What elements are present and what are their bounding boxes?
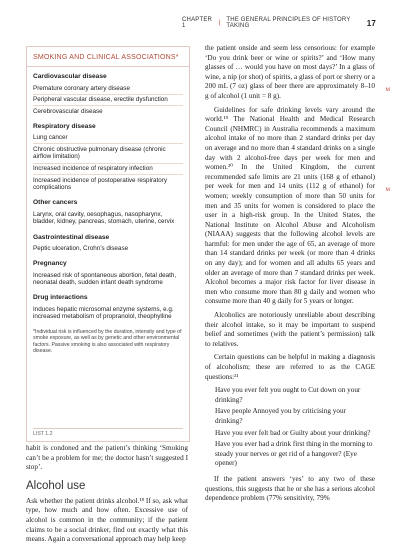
section-heading: Pregnancy — [33, 260, 67, 268]
list-item: Cerebrovascular disease — [33, 105, 183, 117]
left-column-text — [26, 444, 188, 549]
list-item: Chronic obstructive pulmonary disease (chronic airflow limitation) — [33, 143, 183, 162]
margin-marker: M — [385, 188, 390, 193]
cage-question: Have you ever felt you ought to Cut down on your drinking? — [215, 386, 361, 404]
box-section-gastrointestinal — [27, 234, 189, 255]
box-footnote: *Individual risk is influenced by the duration, intensity and type of smoke exposure, as well as by genetic and other environmental factors. Passive smoking is also associated with respiratory disease. — [33, 328, 182, 354]
list-item: Peptic ulceration, Crohn’s disease — [33, 245, 129, 253]
cage-question: Have you ever felt bad or Guilty about your drinking? — [215, 428, 371, 437]
continuation-paragraph: habit is condoned and the patient’s thinking ‘Smoking can’t be a problem for me; the doctor hasn’t suggested I stop’. — [26, 444, 188, 472]
list-item: Peripheral vascular disease, erectile dysfunction — [33, 94, 183, 106]
section-heading: Drug interactions — [33, 294, 88, 302]
list-item: Induces hepatic microsomal enzyme systems, e.g. increased metabolism of propranolol, theophylline — [33, 305, 174, 321]
list-item: Increased incidence of respiratory infection — [33, 163, 183, 175]
box-section-pregnancy — [27, 260, 189, 288]
chapter-title: THE GENERAL PRINCIPLES OF HISTORY TAKING — [226, 17, 351, 29]
body-paragraph: Ask whether the patient drinks alcohol.¹⁸ If so, ask what type, how much and how often. Excessive use of alcohol is common in the community; if the patient claims to be a social drinker, find out exactly what this means. Again a conversational approach may help keep — [26, 496, 188, 544]
list-item: Lung cancer — [33, 134, 68, 142]
body-paragraph: the patient onside and seem less censorious: for example ‘Do you drink beer or wine or spirits?’ and ‘How many glasses of … would you have on most days?’ In a glass of wine, a nip (or shot) of spirits, a glass of port or sherry or a 200 mL (7 oz) glass of beer there are approximately 8–10 g of alcohol (1 unit = 8 g). — [205, 44, 375, 100]
section-heading: Respiratory disease — [33, 122, 96, 130]
list-item: Increased risk of spontaneous abortion, fetal death, neonatal death, sudden infant death syndrome — [33, 271, 177, 287]
section-heading: Other cancers — [33, 199, 78, 207]
body-paragraph: Alcoholics are notoriously unreliable about describing their alcohol intake, so it may be important to suspend belief and sometimes (with the patient’s permission) talk to relatives. — [205, 311, 375, 348]
body-paragraph: Guidelines for safe drinking levels vary around the world.¹⁹ The National Health and Medical Research Council (NHMRC) in Australia recommends a maximum alcohol intake of no more than 2 standard drinks per day on average and no more than 4 standard drinks on a single day with 2 alcohol-free days per week for men and women.²⁰ In the United Kingdom, the current recommended safe limits are 21 units (168 g of ethanol) per week for men and 14 units (112 g of ethanol) for women; weekly consumption of more than 50 units for men and 35 units for women is considered to place the user in a high-risk group. In the United States, the National Institute on Alcohol Abuse and Alcoholism (NIAAA) suggests that the following alcohol levels are harmful: for men under the age of 65, an average of more than 14 standard drinks per week (or more than 4 drinks on any day); and for women and all adults 65 years and older an average of more than 7 standard drinks per week. Alcohol becomes a major risk factor for liver disease in men who consume more than 80 g daily and women who consume more than 40 g daily for 5 years or longer. — [205, 105, 375, 306]
box-section-cardiovascular — [27, 73, 189, 117]
right-column-text — [205, 44, 375, 508]
list-item: Increased incidence of postoperative respiratory complications — [33, 174, 183, 193]
cage-question: Have you ever had a drink first thing in the morning to steady your nerves or get rid of a hangover? (Eye opener) — [215, 440, 373, 468]
body-paragraph: If the patient answers ‘yes’ to any two of these questions, this suggests that he or she has a serious alcohol dependence problem (77% sensitivity, 79% — [205, 474, 375, 503]
chapter-label: CHAPTER 1 — [182, 17, 213, 29]
running-head-separator: | — [218, 20, 221, 26]
running-head — [182, 16, 376, 30]
box-section-respiratory — [27, 123, 189, 194]
box-label: LIST 1.2 — [33, 428, 183, 437]
box-section-other-cancers — [27, 199, 189, 227]
list-item: Larynx, oral cavity, oesophagus, nasopharynx, bladder, kidney, pancreas, stomach, uterine, cervix — [33, 210, 175, 226]
box-title: SMOKING AND CLINICAL ASSOCIATIONS* — [27, 47, 189, 67]
page-number: 17 — [366, 18, 376, 28]
section-heading: Gastrointestinal disease — [33, 233, 110, 241]
margin-marker: M — [385, 88, 390, 93]
box-section-drug-interactions — [27, 294, 189, 322]
smoking-associations-box — [26, 46, 190, 442]
section-heading: Cardiovascular disease — [33, 73, 107, 80]
alcohol-use-heading: Alcohol use — [26, 479, 86, 492]
cage-question: Have people Annoyed you by criticising your drinking? — [215, 407, 346, 425]
cage-questions-list — [215, 386, 375, 469]
list-item: Premature coronary artery disease — [33, 84, 130, 92]
body-paragraph: Certain questions can be helpful in making a diagnosis of alcoholism; these are referred to as the CAGE questions:²¹ — [205, 353, 375, 381]
